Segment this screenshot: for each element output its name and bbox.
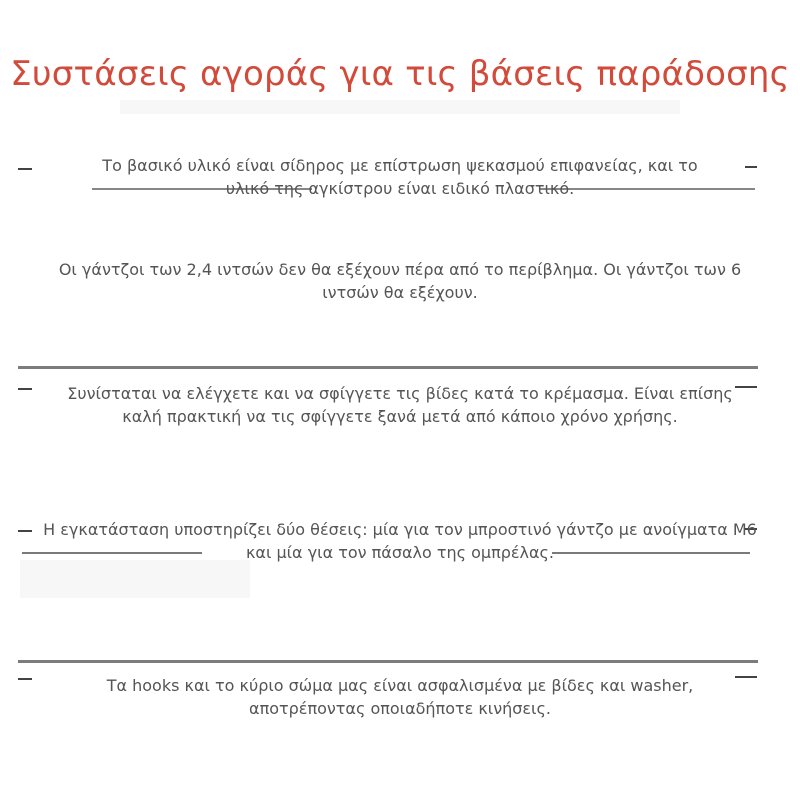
paragraph-line: Το βασικό υλικό είναι σίδηρος με επίστρωση ψεκασμού επιφανείας, και το	[102, 156, 698, 175]
paragraph-line: Η εγκατάσταση υποστηρίζει δύο θέσεις: μία για τον μπροστινό γάντζο με ανοίγματα M6	[43, 520, 757, 539]
paragraph-hooks-size	[40, 258, 760, 304]
overlay-stroke	[18, 388, 32, 390]
background-haze-top	[120, 100, 680, 114]
paragraph-line: ιντσών θα εξέχουν.	[322, 283, 478, 302]
overlay-stroke	[18, 660, 758, 663]
paragraph-line: αποτρέποντας οποιαδήποτε κινήσεις.	[249, 699, 551, 718]
paragraph-line: Τα hooks και το κύριο σώμα μας είναι ασφαλισμένα με βίδες και washer,	[106, 676, 694, 695]
overlay-stroke	[18, 530, 32, 532]
page-title: Συστάσεις αγοράς για τις βάσεις παράδοσης	[10, 54, 790, 94]
background-haze-mid	[20, 560, 250, 598]
paragraph-line: και μία για τον πάσαλο της ομπρέλας.	[245, 543, 555, 562]
paragraph-material	[40, 154, 760, 200]
overlay-stroke	[18, 168, 32, 170]
paragraph-screws-check	[40, 382, 760, 428]
overlay-stroke	[18, 678, 32, 680]
paragraph-line: Οι γάντζοι των 2,4 ιντσών δεν θα εξέχουν πέρα από το περίβλημα. Οι γάντζοι των 6	[58, 260, 742, 279]
paragraph-line: καλή πρακτική να τις σφίγγετε ξανά μετά από κάποιο χρόνο χρήσης.	[122, 407, 678, 426]
paragraph-line: Συνίσταται να ελέγχετε και να σφίγγετε τις βίδες κατά το κρέμασμα. Είναι επίσης	[67, 384, 733, 403]
paragraph-line: υλικό της αγκίστρου είναι ειδικό πλαστικό.	[225, 179, 575, 198]
overlay-stroke	[18, 366, 758, 369]
paragraph-installation	[40, 518, 760, 564]
paragraph-fastening	[40, 674, 760, 720]
